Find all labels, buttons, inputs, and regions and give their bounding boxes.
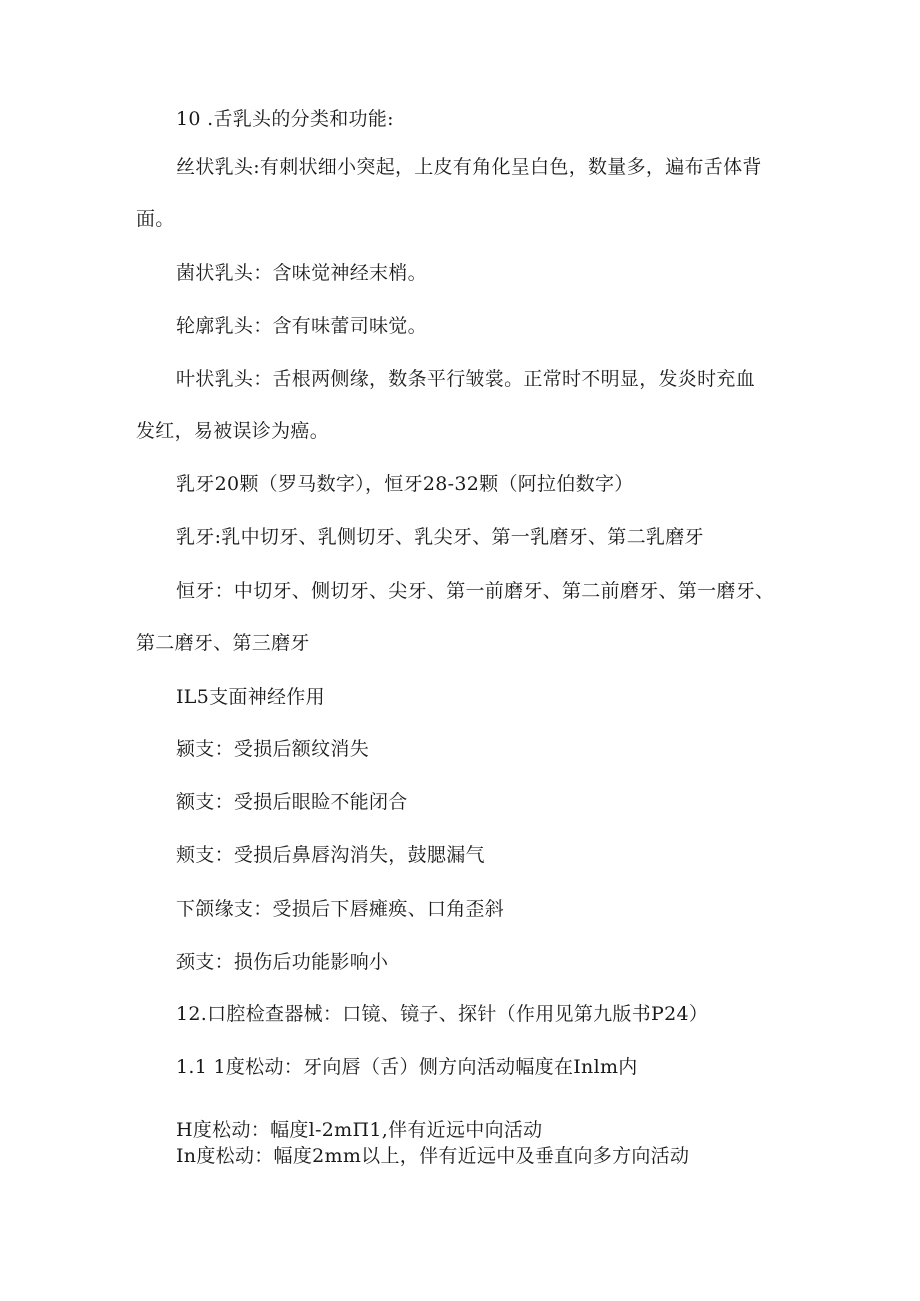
heading-oral-instruments: 12.口腔检查器械：口镜、镜子、探针（作用见第九版书P24）: [176, 1003, 709, 1025]
paragraph-foliate: 叶状乳头：舌根两侧缘，数条平行皱裳。正常时不明显，发炎时充血: [176, 368, 756, 390]
paragraph-teeth-count: 乳牙20颗（罗马数字），恒牙28-32颗（阿拉伯数字）: [176, 473, 634, 495]
paragraph-mandibular-branch: 下颌缘支：受损后下唇瘫痪、口角歪斜: [176, 898, 505, 920]
paragraph-primary-teeth: 乳牙:乳中切牙、乳侧切牙、乳尖牙、第一乳磨牙、第二乳磨牙: [176, 526, 704, 548]
paragraph-cervical-branch: 颈支：损伤后功能影响小: [176, 951, 389, 973]
paragraph-permanent-teeth-cont: 第二磨牙、第三磨牙: [136, 632, 310, 654]
paragraph-zygomatic-branch: 额支：受损后眼睑不能闭合: [176, 791, 408, 813]
paragraph-foliate-cont: 发红，易被误诊为癌。: [136, 420, 330, 442]
paragraph-permanent-teeth: 恒牙：中切牙、侧切牙、尖牙、第一前磨牙、第二前磨牙、第一磨牙、: [176, 580, 775, 602]
paragraph-circumvallate: 轮廓乳头：含有味蕾司味觉。: [176, 315, 427, 337]
paragraph-mobility-degree-2: H度松动：幅度l-2mΠ1,伴有近远中向活动: [176, 1119, 543, 1141]
heading-tongue-papillae: 10 .舌乳头的分类和功能:: [176, 108, 394, 130]
paragraph-filiform: 丝状乳头:有刺状细小突起，上皮有角化呈白色，数量多，遍布舌体背: [176, 156, 762, 178]
paragraph-filiform-cont: 面。: [136, 208, 175, 230]
paragraph-mobility-degree-1: 1.1 1度松动：牙向唇（舌）侧方向活动幅度在Inlm内: [176, 1056, 638, 1078]
paragraph-mobility-degree-3: In度松动：幅度2mm以上，伴有近远中及垂直向多方向活动: [176, 1145, 690, 1167]
heading-facial-nerve: IL5支面神经作用: [176, 686, 325, 708]
paragraph-fungiform: 菌状乳头：含味觉神经末梢。: [176, 262, 427, 284]
paragraph-temporal-branch: 颍支：受损后额纹消失: [176, 738, 370, 760]
paragraph-buccal-branch: 颊支：受损后鼻唇沟消失，鼓腮漏气: [176, 844, 485, 866]
